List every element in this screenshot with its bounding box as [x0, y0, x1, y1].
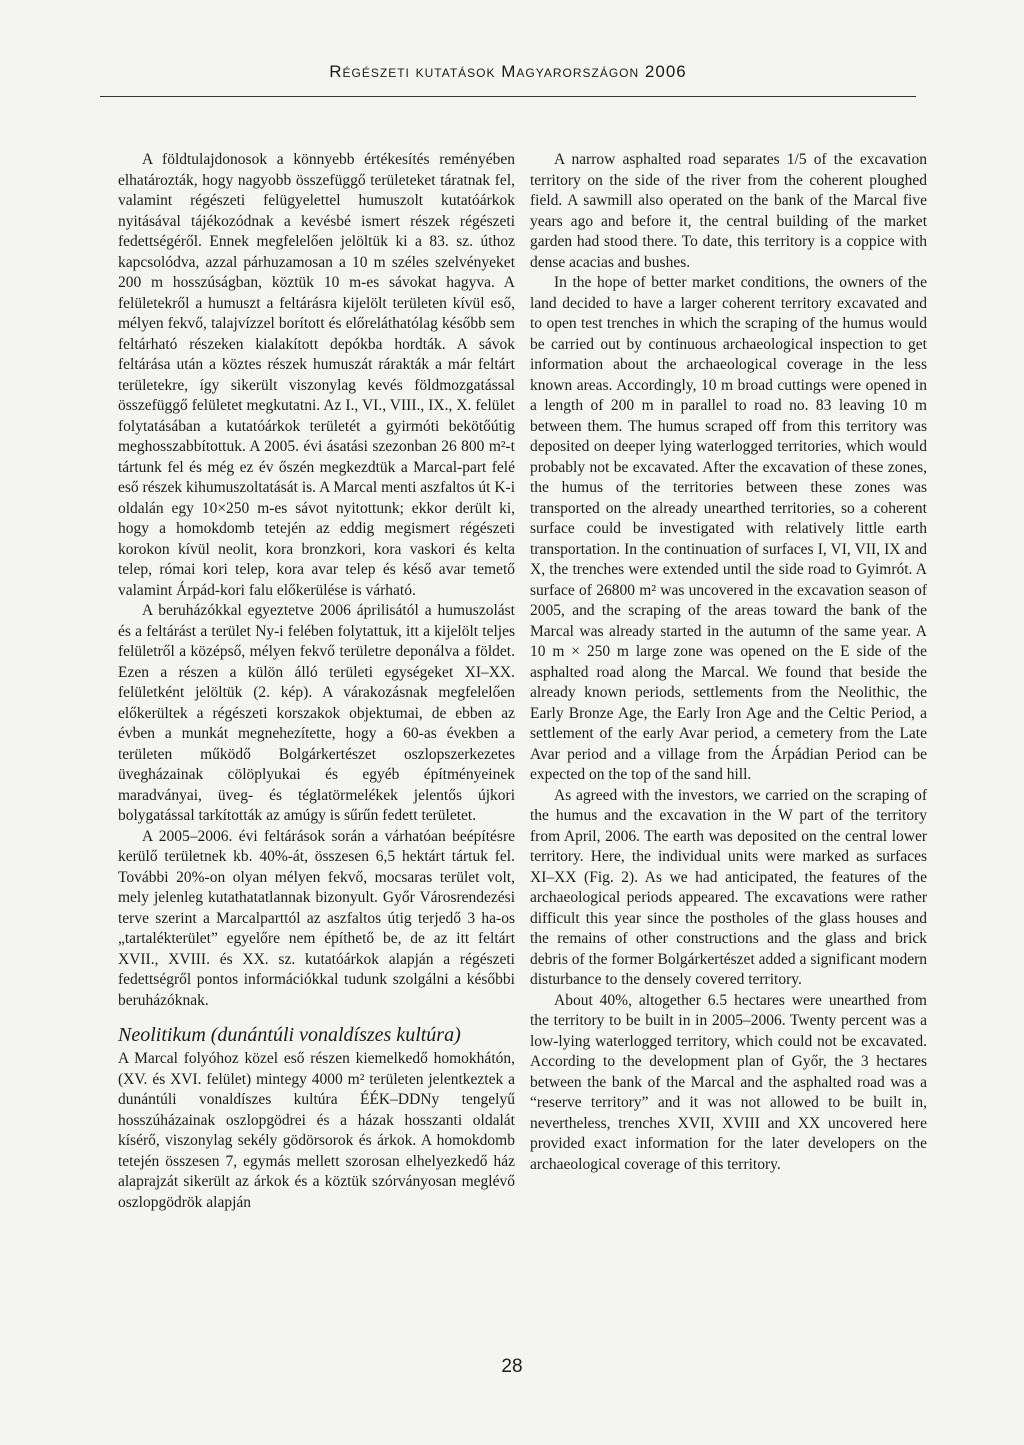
right-paragraph: In the hope of better market conditions, the owners of the land decided to have a larger coherent territory excavated and to open test trenches in which the scraping of the humus would be carried out by continuous archaeological inspection to get information about the archaeological coverage in the less known areas. Accordingly, 10 m broad cuttings were opened in a length of 200 m in parallel to road no. 83 leaving 10 m between them. The humus scraped off from this territory was deposited on deeper lying waterlogged territories, which would probably not be excavated. After the excavation of these zones, the humus of the territories between these zones was transported on the already unearthed territories, so a coherent surface could be investigated with relatively little earth transportation. In the continuation of surfaces I, VI, VII, IX and X, the trenches were extended until the side road to Gyimrót. A surface of 26800 m² was uncovered in the excavation season of 2005, and the scraping of the areas toward the bank of the Marcal was already started in the autumn of the same year. A 10 m × 250 m large zone was opened on the E side of the asphalted road along the Marcal. We found that beside the already known periods, settlements from the Neolithic, the Early Bronze Age, the Early Iron Age and the Celtic Period, a settlement of the early Avar period, a cemetery from the Late Avar period and a village from the Árpádian Period can be expected on the top of the sand hill.	[530, 274, 927, 783]
right-column-english	[530, 150, 927, 1175]
left-column-hungarian	[118, 150, 515, 1213]
left-paragraph: A beruházókkal egyeztetve 2006 áprilisától a humuszolást és a feltárást a terület Ny-i felében folytattuk, itt a kijelölt teljes felületről a középső, mélyen fekvő területre deponálva a földet. Ezen a részen a külön álló területi egységeket XI–XX. felületként jelöltük (2. kép). A várakozásnak megfelelően előkerültek a régészeti korszakok objektumai, de ebben az évben a munkát megnehezítette, hogy a 60-as években a területen működő Bolgárkertészet oszlopszerkezetes üvegházainak cölöplyukai és egyéb építményeinek maradványai, üveg- és téglatörmelékek jelentős újkori bolygatással tarkították az amúgy is sűrűn fedett területet.	[118, 602, 515, 824]
section-heading: Neolitikum (dunántúli vonaldíszes kultúra)	[118, 1024, 461, 1046]
left-paragraph: A földtulajdonosok a könnyebb értékesítés reményében elhatározták, hogy nagyobb összefüggő területeket táratnak fel, valamint régészeti felügyelettel humuszolt kutatóárkok nyitásával tájékozódnak a kevésbé ismert részek régészeti fedettségéről. Ennek megfelelően jelöltük ki a 83. sz. úthoz kapcsolódva, azzal párhuzamosan a 10 m széles szelvényeket 200 m hosszúságban, köztük 10 m-es sávokat hagyva. A felületekről a humuszt a feltárásra kijelölt területen kívül eső, mélyen fekvő, talajvízzel borított és előreláthatólag később sem feltárható részeken kialakított depókba hordták. A sávok feltárása után a köztes részek humuszát rárakták a már feltárt területekre, így sikerült viszonylag kevés földmozgatással összefüggő felületet megkutatni. Az I., VI., VIII., IX., X. felület folytatásában a kutatóárkok területét a gyirmóti bekötőútig meghosszabbítottuk. A 2005. évi ásatási szezonban 26 800 m²-t tártunk fel és még ez év őszén megkezdtük a Marcal-part felé eső részek kihumuszoltatását is. A Marcal menti aszfaltos út K-i oldalán egy 10×250 m-es sávot nyitottunk; ekkor derült ki, hogy a homokdomb tetején az eddig megismert régészeti korokon kívül neolit, kora bronzkori, kora vaskori és kelta telep, római kori telep, kora avar telep és késő avar temető valamint Árpád-kori falu előkerülése is várható.	[118, 151, 515, 599]
section-paragraph: A Marcal folyóhoz közel eső részen kiemelkedő homokhátón, (XV. és XVI. felület) mintegy 4000 m² területen jelentkeztek a dunántúli vonaldíszes kultúra ÉÉK–DDNy tengelyű hosszúházainak oszlopgödrei és a házak hosszanti oldalát kísérő, viszonylag sekély gödörsorok és árkok. A homokdomb tetején összesen 7, egymás mellett szorosan elhelyezkedő ház alaprajzát sikerült az árkok és a köztük szórványosan meglévő oszlopgödrök alapján	[118, 1050, 515, 1211]
right-paragraph: A narrow asphalted road separates 1/5 of the excavation territory on the side of the river from the coherent ploughed field. A sawmill also operated on the bank of the Marcal five years ago and before it, the central building of the market garden had stood there. To date, this territory is a coppice with dense acacias and bushes.	[530, 151, 927, 271]
right-paragraph: About 40%, altogether 6.5 hectares were unearthed from the territory to be built in in 2005–2006. Twenty percent was a low-lying waterlogged territory, which could not be excavated. According to the development plan of Győr, the 3 hectares between the bank of the Marcal and the asphalted road was a “reserve territory” and it was not allowed to be built in, nevertheless, trenches XVII, XVIII and XX uncovered here provided exact information for the later developers on the archaeological coverage of this territory.	[530, 991, 927, 1173]
page-number: 28	[501, 1356, 523, 1377]
header-rule	[100, 96, 916, 97]
right-paragraph: As agreed with the investors, we carried on the scraping of the humus and the excavation in the W part of the territory from April, 2006. The earth was deposited on the central lower territory. Here, the individual units were marked as surfaces XI–XX (Fig. 2). As we had anticipated, the features of the archaeological periods appeared. The excavations were rather difficult this year since the postholes of the glass houses and the remains of other constructions and the glass and brick debris of the former Bolgárkertészet added a significant modern disturbance to the densely covered territory.	[530, 786, 927, 988]
running-header: Régészeti kutatások Magyarországon 2006	[329, 62, 687, 81]
left-paragraph: A 2005–2006. évi feltárások során a várhatóan beépítésre kerülő területnek kb. 40%-át, összesen 6,5 hektárt tártuk fel. További 20%-on olyan mélyen fekvő, mocsaras terület volt, mely jelenleg kutathatatlannak bizonyult. Győr Városrendezési terve szerint a Marcalparttól az aszfaltos útig terjedő 3 ha-os „tartalékterület” egyelőre nem építhető be, de az itt feltárt XVII., XVIII. és XX. sz. kutatóárkok alapján a régészeti fedettségről pontos információkkal tudunk szolgálni a későbbi beruházóknak.	[118, 827, 515, 1009]
